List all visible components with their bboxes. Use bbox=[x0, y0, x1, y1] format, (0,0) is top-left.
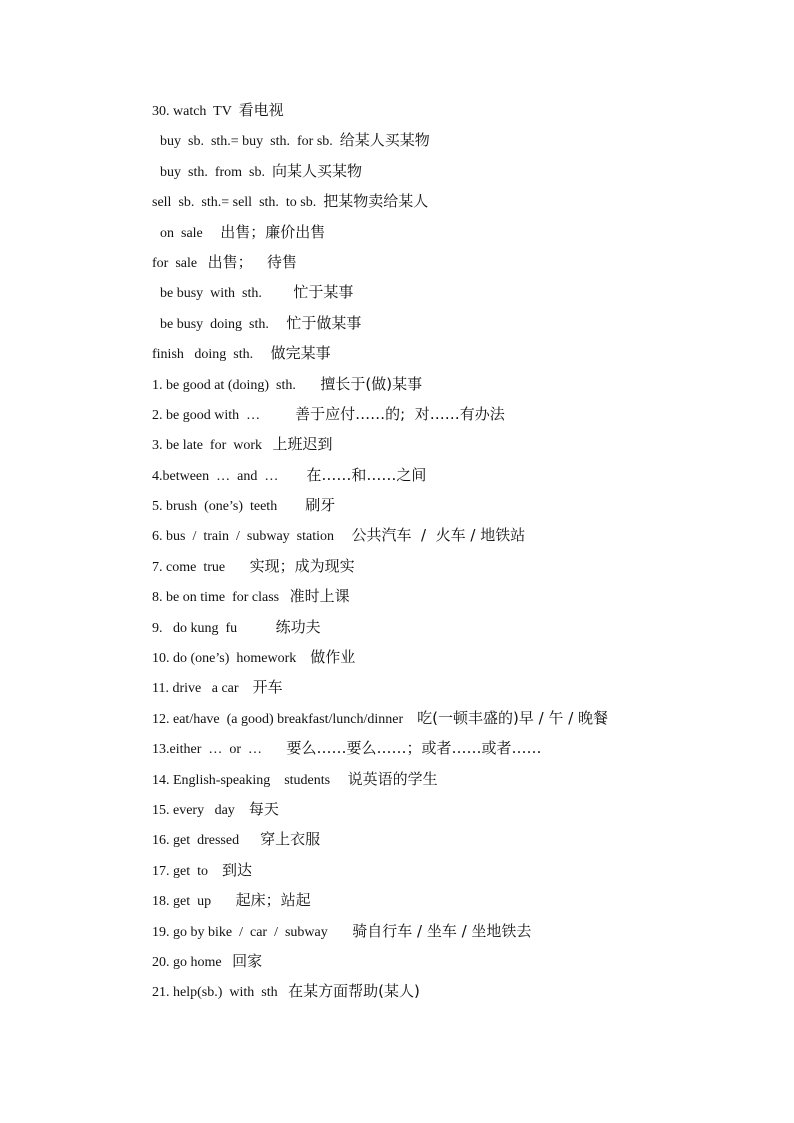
english-phrase: 19. go by bike / car / subway bbox=[152, 924, 353, 940]
english-phrase: 12. eat/have (a good) breakfast/lunch/dinner bbox=[152, 711, 418, 727]
chinese-meaning: 公共汽车 / 火车 / 地铁站 bbox=[351, 526, 526, 545]
phrase-line bbox=[152, 887, 752, 917]
english-phrase: for sale bbox=[152, 255, 208, 271]
english-phrase: 17. get to bbox=[152, 863, 222, 879]
phrase-line bbox=[152, 249, 752, 279]
phrase-line bbox=[152, 614, 752, 644]
english-phrase: 2. be good with … bbox=[152, 407, 296, 423]
english-phrase: 7. come true bbox=[152, 559, 250, 575]
chinese-meaning: 上班迟到 bbox=[272, 435, 333, 454]
chinese-meaning: 擅长于(做)某事 bbox=[320, 374, 423, 393]
phrase-line bbox=[152, 310, 752, 340]
phrase-line bbox=[152, 340, 752, 370]
chinese-meaning: 说英语的学生 bbox=[347, 769, 438, 788]
phrase-line bbox=[152, 857, 752, 887]
english-phrase: buy sth. from sb. bbox=[160, 164, 272, 180]
chinese-meaning: 做作业 bbox=[310, 648, 356, 667]
chinese-meaning: 起床；站起 bbox=[235, 891, 311, 910]
chinese-meaning: 善于应付……的; 对……有办法 bbox=[295, 404, 505, 423]
phrase-line bbox=[152, 948, 752, 978]
chinese-meaning: 在某方面帮助(某人) bbox=[288, 982, 420, 1001]
english-phrase: 11. drive a car bbox=[152, 681, 253, 697]
chinese-meaning: 给某人买某物 bbox=[339, 131, 430, 150]
english-phrase: finish doing sth. bbox=[152, 347, 271, 363]
phrase-line bbox=[152, 522, 752, 552]
english-phrase: 10. do (one’s) homework bbox=[152, 651, 311, 667]
phrase-line bbox=[152, 371, 752, 401]
chinese-meaning: 准时上课 bbox=[289, 587, 350, 606]
chinese-meaning: 吃(一顿丰盛的)早 / 午 / 晚餐 bbox=[417, 708, 609, 727]
english-phrase: 6. bus / train / subway station bbox=[152, 529, 352, 545]
english-phrase: 9. do kung fu bbox=[152, 620, 276, 636]
english-phrase: 5. brush (one’s) teeth bbox=[152, 499, 306, 515]
phrase-line bbox=[152, 918, 752, 948]
chinese-meaning: 把某物卖给某人 bbox=[323, 192, 429, 211]
chinese-meaning: 在……和……之间 bbox=[306, 465, 427, 484]
english-phrase: 4.between … and … bbox=[152, 468, 307, 484]
chinese-meaning: 每天 bbox=[248, 799, 279, 818]
chinese-meaning: 骑自行车 / 坐车 / 坐地铁去 bbox=[352, 921, 532, 940]
chinese-meaning: 回家 bbox=[232, 951, 263, 970]
phrase-list bbox=[152, 97, 752, 1009]
chinese-meaning: 练功夫 bbox=[275, 617, 321, 636]
phrase-line bbox=[152, 279, 752, 309]
chinese-meaning: 看电视 bbox=[238, 101, 284, 119]
english-phrase: be busy with sth. bbox=[160, 286, 294, 302]
english-phrase: 1. be good at (doing) sth. bbox=[152, 377, 321, 393]
chinese-meaning: 做完某事 bbox=[270, 344, 331, 363]
chinese-meaning: 忙于某事 bbox=[293, 283, 354, 302]
phrase-line bbox=[152, 462, 752, 492]
english-phrase: 30. watch TV bbox=[152, 104, 239, 119]
chinese-meaning: 到达 bbox=[222, 860, 253, 879]
phrase-line bbox=[152, 188, 752, 218]
phrase-line bbox=[152, 674, 752, 704]
phrase-line bbox=[152, 401, 752, 431]
chinese-meaning: 穿上衣服 bbox=[260, 830, 321, 849]
english-phrase: 13.either … or … bbox=[152, 742, 287, 758]
chinese-meaning: 实现；成为现实 bbox=[249, 556, 355, 575]
english-phrase: on sale bbox=[160, 225, 221, 241]
english-phrase: 18. get up bbox=[152, 894, 236, 910]
phrase-line bbox=[152, 705, 752, 735]
english-phrase: 15. every day bbox=[152, 802, 249, 818]
english-phrase: be busy doing sth. bbox=[160, 316, 287, 332]
phrase-line bbox=[152, 826, 752, 856]
chinese-meaning: 出售； 待售 bbox=[207, 252, 297, 271]
phrase-line bbox=[152, 431, 752, 461]
chinese-meaning: 忙于做某事 bbox=[286, 313, 362, 332]
chinese-meaning: 向某人买某物 bbox=[272, 161, 363, 180]
english-phrase: buy sb. sth.= buy sth. for sb. bbox=[160, 134, 340, 150]
phrase-line bbox=[152, 644, 752, 674]
english-phrase: sell sb. sth.= sell sth. to sb. bbox=[152, 195, 324, 211]
english-phrase: 16. get dressed bbox=[152, 833, 261, 849]
phrase-line bbox=[152, 219, 752, 249]
phrase-line bbox=[152, 583, 752, 613]
chinese-meaning: 出售；廉价出售 bbox=[220, 222, 326, 241]
phrase-line bbox=[152, 158, 752, 188]
phrase-line bbox=[152, 735, 752, 765]
english-phrase: 8. be on time for class bbox=[152, 590, 290, 606]
phrase-line bbox=[152, 492, 752, 522]
phrase-line bbox=[152, 127, 752, 157]
chinese-meaning: 要么……要么……；或者……或者…… bbox=[286, 739, 542, 758]
chinese-meaning: 刷牙 bbox=[305, 496, 336, 515]
english-phrase: 14. English-speaking students bbox=[152, 772, 348, 788]
phrase-line bbox=[152, 978, 752, 1008]
phrase-line bbox=[152, 553, 752, 583]
english-phrase: 21. help(sb.) with sth bbox=[152, 985, 289, 1001]
english-phrase: 20. go home bbox=[152, 954, 233, 970]
chinese-meaning: 开车 bbox=[252, 678, 283, 697]
phrase-line bbox=[152, 97, 752, 127]
phrase-line bbox=[152, 796, 752, 826]
english-phrase: 3. be late for work bbox=[152, 438, 273, 454]
phrase-line bbox=[152, 766, 752, 796]
